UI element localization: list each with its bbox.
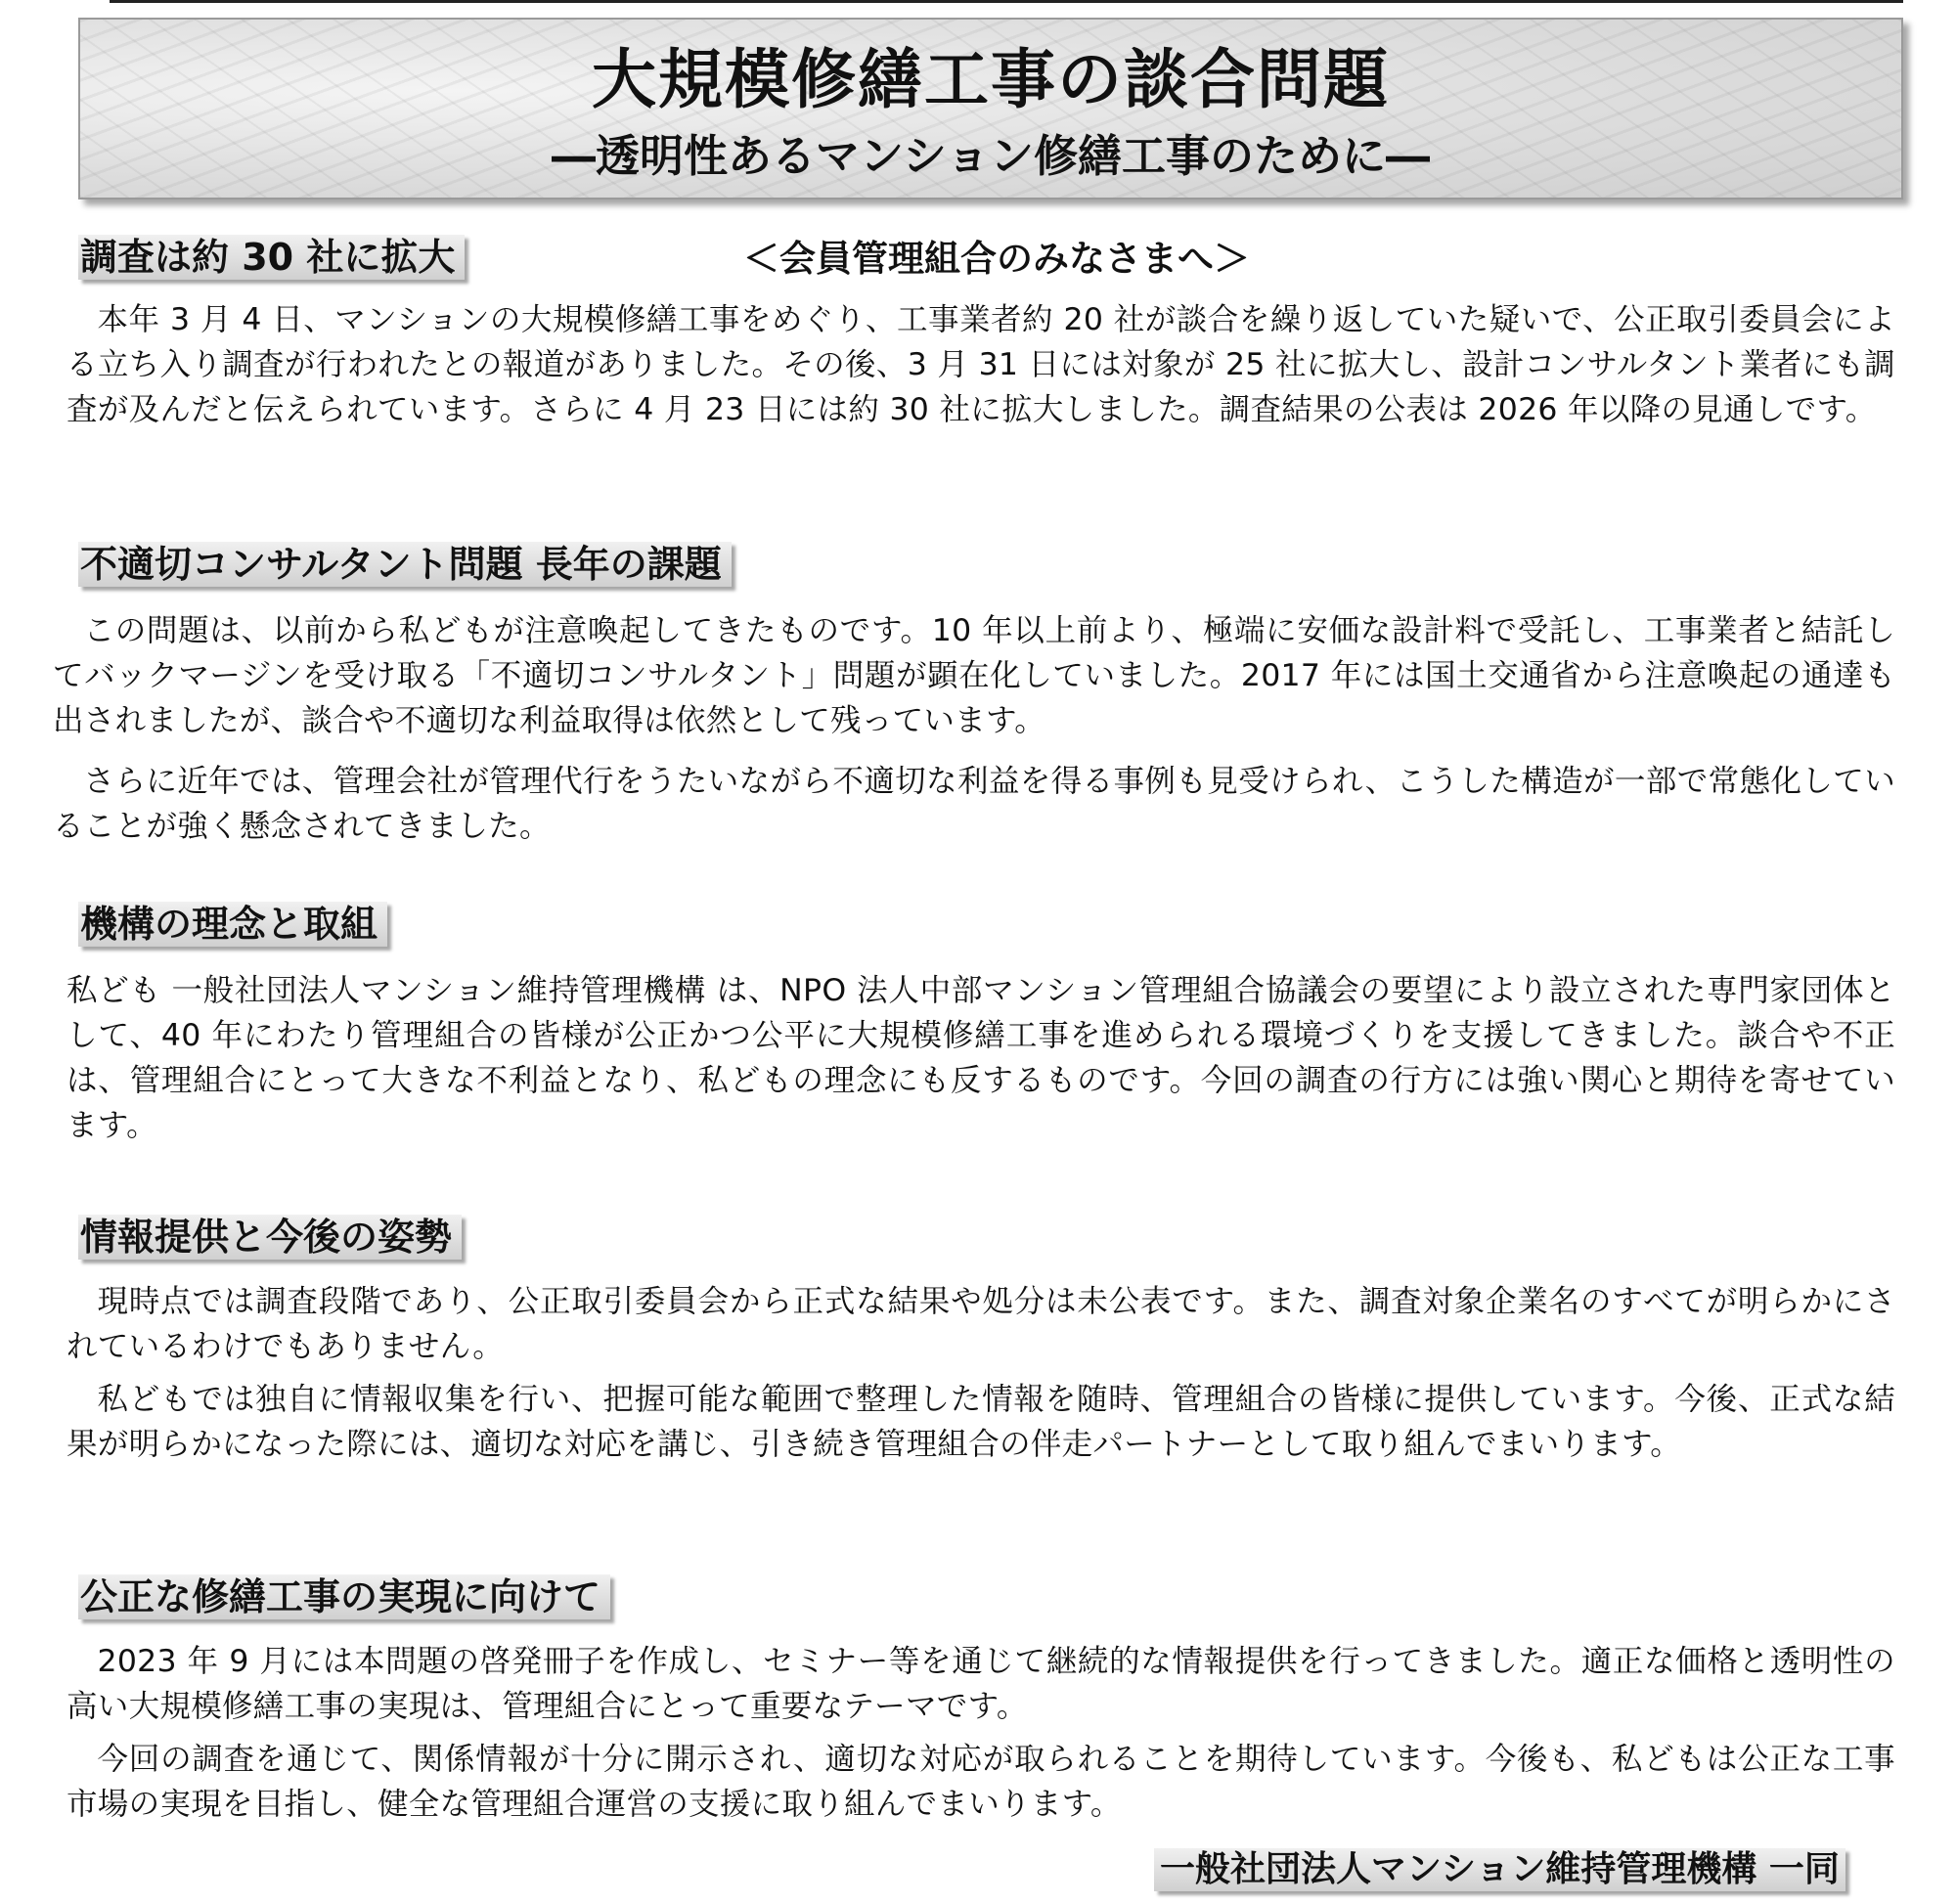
section-heading-investigation: 調査は約 30 社に拡大 (78, 235, 465, 280)
section-heading-consultant-problem: 不適切コンサルタント問題 長年の課題 (78, 542, 732, 587)
section-heading-information: 情報提供と今後の姿勢 (78, 1215, 462, 1260)
paragraph-investigation: 本年 3 月 4 日、マンションの大規模修繕工事をめぐり、工事業者約 20 社が談合を繰り返していた疑いで、公正取引委員会による立ち入り調査が行われたとの報道がありました。その後、3 月 31 日には対象が 25 社に拡大し、設計コンサルタント業者にも調査が及んだと伝えられています。さらに 4 月 23 日には約 30 社に拡大しました。調査結果の公表は 2026 年以降の見通しです。 (67, 302, 1895, 427)
paragraph-philosophy: 私ども 一般社団法人マンション維持管理機構 は、NPO 法人中部マンション管理組合協議会の要望により設立された専門家団体として、40 年にわたり管理組合の皆様が公正かつ公平に大規模修繕工事を進められる環境づくりを支援してきました。談合や不正は、管理組合にとって大きな不利益となり、私どもの理念にも反するものです。今回の調査の行方には強い関心と期待を寄せています。 (67, 973, 1895, 1143)
signature: 一般社団法人マンション維持管理機構 一同 (1154, 1848, 1845, 1891)
paragraph-information-2: 私どもでは独自に情報収集を行い、把握可能な範囲で整理した情報を随時、管理組合の皆様に提供しています。今後、正式な結果が明らかになった際には、適切な対応を講じ、引き続き管理組合の伴走パートナーとして取り組んでまいります。 (67, 1382, 1895, 1462)
paragraph-consultant-problem-1: この問題は、以前から私どもが注意喚起してきたものです。10 年以上前より、極端に安価な設計料で受託し、工事業者と結託してバックマージンを受け取る「不適切コンサルタント」問題が顕在化していました。2017 年には国土交通省から注意喚起の通達も出されましたが、談合や不適切な利益取得は依然として残っています。 (53, 613, 1895, 738)
greeting: ＜会員管理組合のみなさまへ＞ (743, 238, 1250, 280)
section-heading-philosophy: 機構の理念と取組 (78, 902, 387, 947)
page-title: 大規模修繕工事の談合問題 (592, 42, 1390, 117)
title-banner (78, 18, 1903, 199)
section-heading-fair-construction: 公正な修繕工事の実現に向けて (78, 1574, 610, 1619)
paragraph-fair-construction-2: 今回の調査を通じて、関係情報が十分に開示され、適切な対応が取られることを期待しています。今後も、私どもは公正な工事市場の実現を目指し、健全な管理組合運営の支援に取り組んでまいります。 (67, 1742, 1895, 1822)
paragraph-fair-construction-1: 2023 年 9 月には本問題の啓発冊子を作成し、セミナー等を通じて継続的な情報提供を行ってきました。適正な価格と透明性の高い大規模修繕工事の実現は、管理組合にとって重要なテーマです。 (67, 1644, 1895, 1724)
top-rule (110, 0, 1903, 3)
page-subtitle: ―透明性あるマンション修繕工事のために― (552, 130, 1430, 182)
paragraph-information-1: 現時点では調査段階であり、公正取引委員会から正式な結果や処分は未公表です。また、調査対象企業名のすべてが明らかにされているわけでもありません。 (67, 1284, 1895, 1364)
paragraph-consultant-problem-2: さらに近年では、管理会社が管理代行をうたいながら不適切な利益を得る事例も見受けられ、こうした構造が一部で常態化していることが強く懸念されてきました。 (53, 764, 1895, 844)
